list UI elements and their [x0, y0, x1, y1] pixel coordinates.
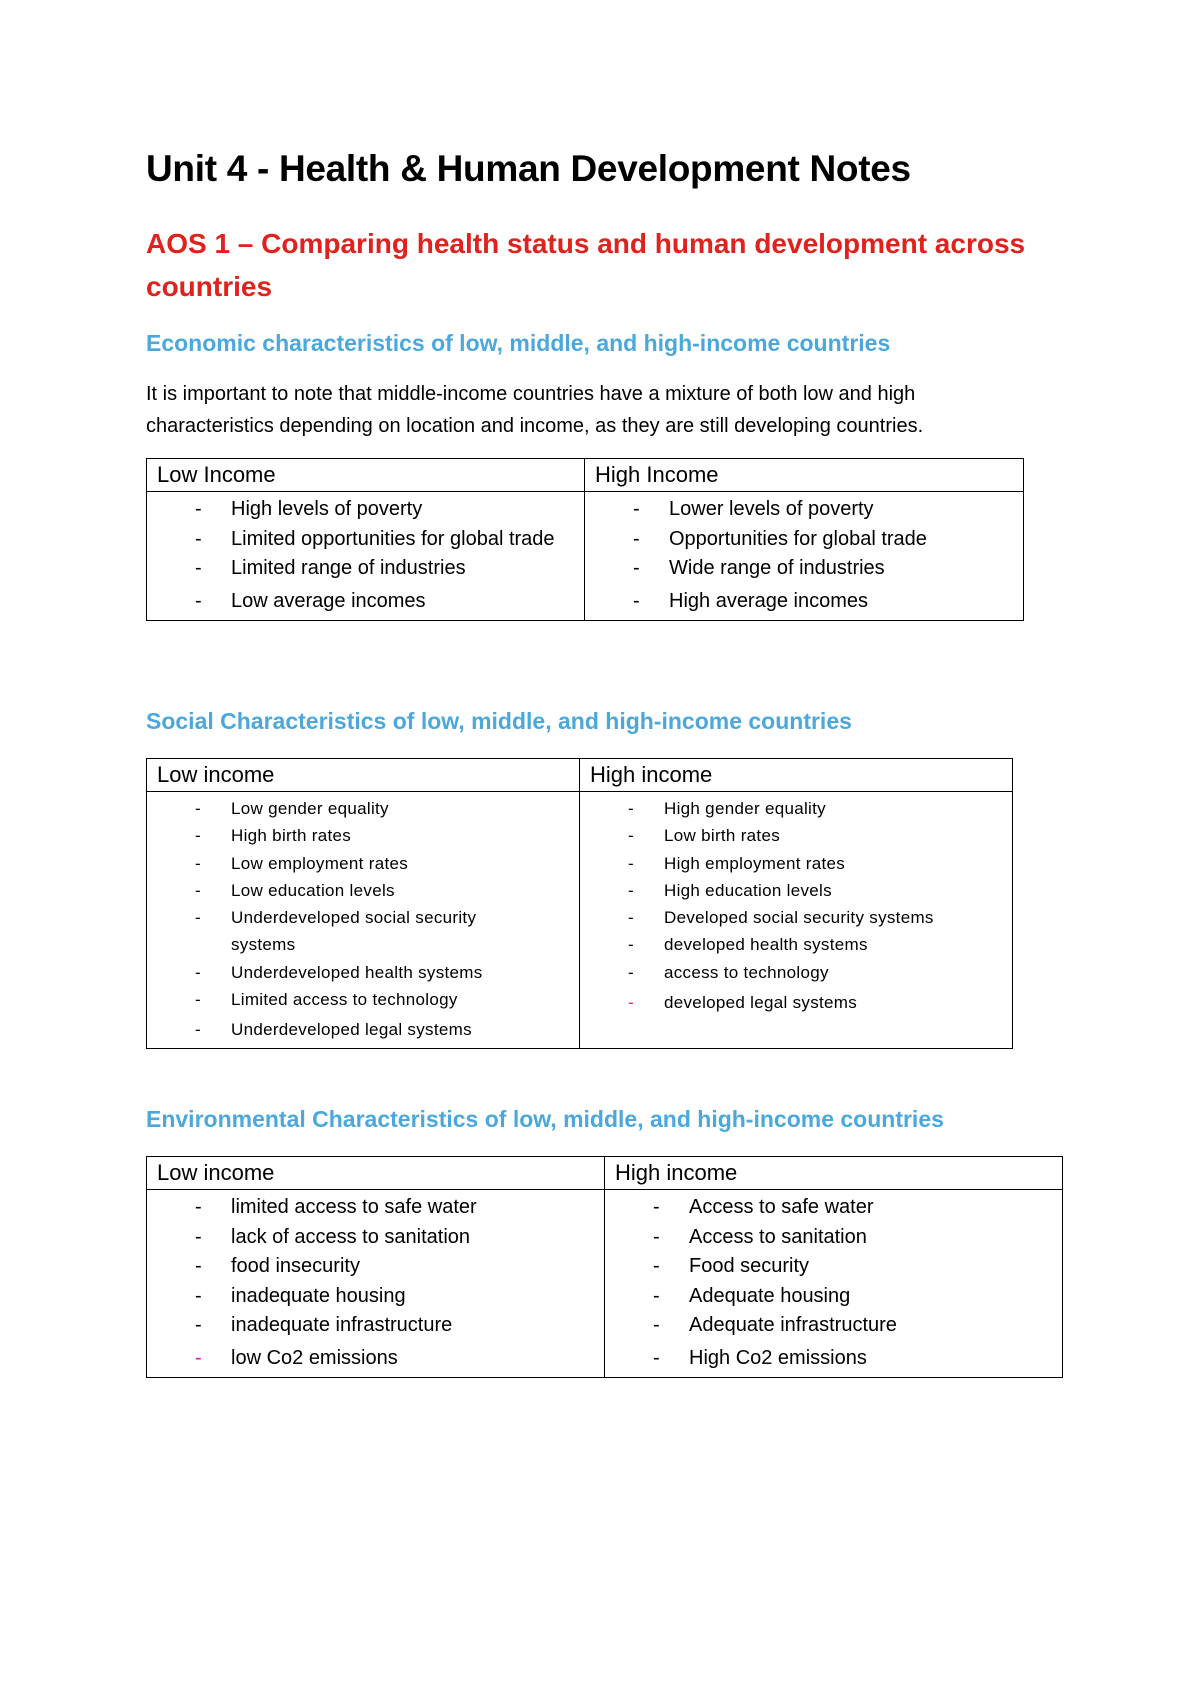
- environmental-table: [146, 1156, 1063, 1378]
- economic-high-cell: [585, 492, 1024, 621]
- social-heading: Social Characteristics of low, middle, and high-income countries: [146, 708, 852, 734]
- list-item: - Adequate infrastructure: [653, 1311, 1062, 1341]
- social-high-cell: [580, 792, 1013, 1049]
- social-table: [146, 758, 1013, 1049]
- list-item: - low Co2 emissions: [195, 1344, 604, 1374]
- list-item: - High average incomes: [633, 587, 1023, 617]
- list-item: - Food security: [653, 1252, 1062, 1282]
- list-item: - Opportunities for global trade: [633, 525, 1023, 555]
- environmental-high-cell: [605, 1190, 1063, 1378]
- economic-low-cell: [147, 492, 585, 621]
- environmental-heading: Environmental Characteristics of low, middle, and high-income countries: [146, 1106, 944, 1132]
- economic-table: [146, 458, 1024, 621]
- list-item: - Access to safe water: [653, 1193, 1062, 1223]
- aos-heading: AOS 1 – Comparing health status and human development across countries: [146, 228, 1026, 302]
- list-item: - Underdeveloped social security systems: [195, 904, 579, 959]
- page-title: Unit 4 - Health & Human Development Notes: [146, 148, 911, 189]
- list-item: - Developed social security systems: [628, 904, 1012, 931]
- list-item: - High education levels: [628, 877, 1012, 904]
- social-header-high: High income: [580, 759, 1013, 792]
- list-item: - limited access to safe water: [195, 1193, 604, 1223]
- social-low-cell: [147, 792, 580, 1049]
- list-item: - Adequate housing: [653, 1282, 1062, 1312]
- list-item: - Low gender equality: [195, 795, 579, 822]
- list-item: - High Co2 emissions: [653, 1344, 1062, 1374]
- list-item: - Low birth rates: [628, 822, 1012, 849]
- list-item: - Low average incomes: [195, 587, 584, 617]
- list-item: - Underdeveloped health systems: [195, 959, 579, 986]
- list-item: - Access to sanitation: [653, 1223, 1062, 1253]
- list-item: - Low education levels: [195, 877, 579, 904]
- list-item: - High birth rates: [195, 822, 579, 849]
- list-item: - access to technology: [628, 959, 1012, 986]
- list-item: - developed health systems: [628, 931, 1012, 958]
- intro-paragraph: It is important to note that middle-income countries have a mixture of both low and high characteristics depending on location and income, as they are still developing countries.: [146, 383, 924, 437]
- list-item: - inadequate housing: [195, 1282, 604, 1312]
- list-item: - Wide range of industries: [633, 554, 1023, 584]
- list-item: - Underdeveloped legal systems: [195, 1016, 579, 1043]
- list-item: - Limited opportunities for global trade: [195, 525, 584, 555]
- list-item: - Limited range of industries: [195, 554, 584, 584]
- social-header-low: Low income: [147, 759, 580, 792]
- environmental-header-high: High income: [605, 1157, 1063, 1190]
- list-item: - Lower levels of poverty: [633, 495, 1023, 525]
- list-item: - High employment rates: [628, 850, 1012, 877]
- environmental-low-cell: [147, 1190, 605, 1378]
- environmental-header-low: Low income: [147, 1157, 605, 1190]
- list-item: - High levels of poverty: [195, 495, 584, 525]
- list-item: - inadequate infrastructure: [195, 1311, 604, 1341]
- list-item: - High gender equality: [628, 795, 1012, 822]
- economic-header-low: Low Income: [147, 459, 585, 492]
- list-item: - Low employment rates: [195, 850, 579, 877]
- list-item: - food insecurity: [195, 1252, 604, 1282]
- list-item: - lack of access to sanitation: [195, 1223, 604, 1253]
- list-item: - Limited access to technology: [195, 986, 579, 1013]
- economic-header-high: High Income: [585, 459, 1024, 492]
- economic-heading: Economic characteristics of low, middle, and high-income countries: [146, 330, 891, 356]
- list-item: - developed legal systems: [628, 989, 1012, 1016]
